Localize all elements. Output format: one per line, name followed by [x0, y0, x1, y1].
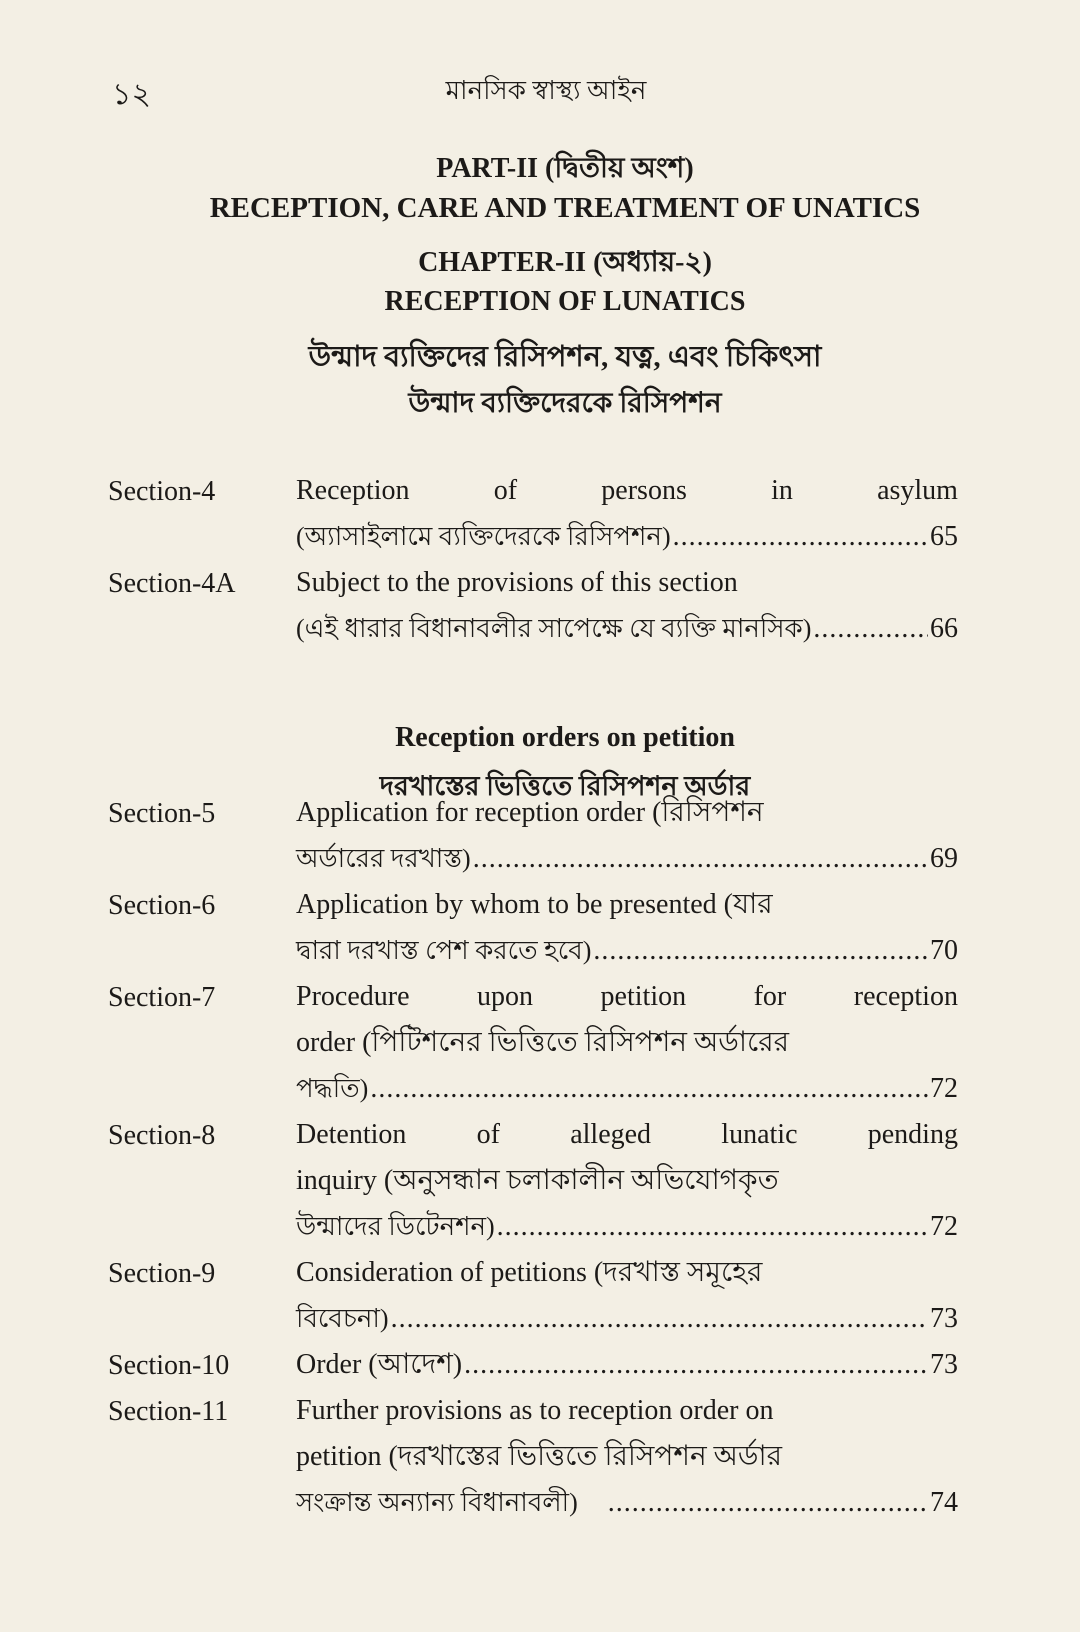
- entry-line: Consideration of petitions (দরখাস্ত সমূহের: [296, 1257, 763, 1288]
- page-ref: 72: [930, 1073, 958, 1104]
- page-ref: 73: [930, 1303, 958, 1334]
- entry-line: দ্বারা দরখাস্ত পেশ করতে হবে): [296, 936, 592, 965]
- entry-word: pending: [867, 1119, 958, 1150]
- entry-line: petition (দরখাস্তের ভিত্তিতে রিসিপশন অর্ডার: [296, 1441, 783, 1472]
- entry-word: asylum: [877, 475, 958, 506]
- entry-word: Detention: [296, 1119, 407, 1150]
- entry-word: Procedure: [296, 981, 410, 1012]
- entry-line: Order (আদেশ): [296, 1349, 463, 1380]
- entry-line: উন্মাদের ডিটেনশন): [296, 1212, 495, 1241]
- entry-word: for: [753, 981, 787, 1012]
- entry-word: Reception: [296, 475, 410, 506]
- entry-word: upon: [477, 981, 534, 1012]
- entry-word: of: [476, 1119, 500, 1150]
- entry-word: alleged: [570, 1119, 652, 1150]
- entry-line: অর্ডারের দরখাস্ত): [296, 844, 471, 873]
- entry-line: order (পিটিশনের ভিত্তিতে রিসিপশন অর্ডারের: [296, 1027, 790, 1058]
- entry-line: পদ্ধতি): [296, 1074, 369, 1103]
- entry-word: petition: [600, 981, 687, 1012]
- leader-dots: [370, 1066, 928, 1112]
- entry-line: [296, 468, 958, 514]
- entry-line: [296, 1112, 958, 1158]
- entry-word: persons: [601, 475, 687, 506]
- leader-dots: [473, 836, 928, 882]
- part-title-bengali: উন্মাদ ব্যক্তিদের রিসিপশন, যত্ন, এবং চিকিৎসা: [308, 341, 822, 373]
- section-label: Section-5: [108, 798, 216, 829]
- section-label: Section-10: [108, 1350, 230, 1381]
- page-ref: 70: [930, 935, 958, 966]
- entry-line: Application for reception order (রিসিপশন: [296, 797, 764, 828]
- entry-line: inquiry (অনুসন্ধান চলাকালীন অভিযোগকৃত: [296, 1165, 779, 1196]
- page-ref: 74: [930, 1487, 958, 1518]
- entry-line: সংক্রান্ত অন্যান্য বিধানাবলী): [296, 1488, 578, 1517]
- section-label: Section-4: [108, 476, 216, 507]
- entry-line: Further provisions as to reception order on: [296, 1395, 774, 1426]
- page-ref: 65: [930, 521, 958, 552]
- page-ref: 73: [930, 1349, 958, 1380]
- chapter-title: RECEPTION OF LUNATICS: [384, 286, 746, 317]
- section-label: Section-9: [108, 1258, 216, 1289]
- leader-dots: [673, 514, 928, 560]
- page-number: ১২: [112, 78, 151, 111]
- part-heading: PART-II (দ্বিতীয় অংশ): [436, 153, 694, 184]
- running-header: মানসিক স্বাস্থ্য আইন: [445, 76, 647, 105]
- entry-line: Application by whom to be presented (যার: [296, 889, 773, 920]
- entry-word: in: [771, 475, 793, 506]
- leader-dots: [497, 1204, 928, 1250]
- section-label: Section-4A: [108, 568, 236, 599]
- entry-line: [296, 974, 958, 1020]
- chapter-title-bengali: উন্মাদ ব্যক্তিদেরকে রিসিপশন: [408, 388, 722, 419]
- entry-line: (অ্যাসাইলামে ব্যক্তিদেরকে রিসিপশন): [296, 522, 671, 551]
- page-ref: 66: [930, 613, 958, 644]
- entry-word: reception: [853, 981, 958, 1012]
- chapter-heading: CHAPTER-II (অধ্যায়-২): [418, 247, 712, 278]
- section-label: Section-6: [108, 890, 216, 921]
- leader-dots: [391, 1296, 928, 1342]
- leader-dots: [464, 1342, 928, 1388]
- subheading: Reception orders on petition: [395, 722, 735, 753]
- entry-line: (এই ধারার বিধানাবলীর সাপেক্ষে যে ব্যক্তি মানসিক): [296, 614, 812, 643]
- part-title: RECEPTION, CARE AND TREATMENT OF UNATICS: [209, 192, 921, 224]
- subheading-bengali: দরখাস্তের ভিত্তিতে রিসিপশন অর্ডার: [379, 771, 751, 801]
- entry-line: বিবেচনা): [296, 1304, 389, 1333]
- section-label: Section-8: [108, 1120, 216, 1151]
- page-ref: 69: [930, 843, 958, 874]
- leader-dots: [593, 928, 928, 974]
- section-label: Section-7: [108, 982, 216, 1013]
- entry-word: of: [493, 475, 518, 506]
- entry-line: Subject to the provisions of this section: [296, 567, 738, 598]
- leader-dots: [813, 606, 928, 652]
- leader-dots: [608, 1480, 928, 1526]
- section-label: Section-11: [108, 1396, 229, 1427]
- entry-word: lunatic: [721, 1119, 798, 1150]
- page-ref: 72: [930, 1211, 958, 1242]
